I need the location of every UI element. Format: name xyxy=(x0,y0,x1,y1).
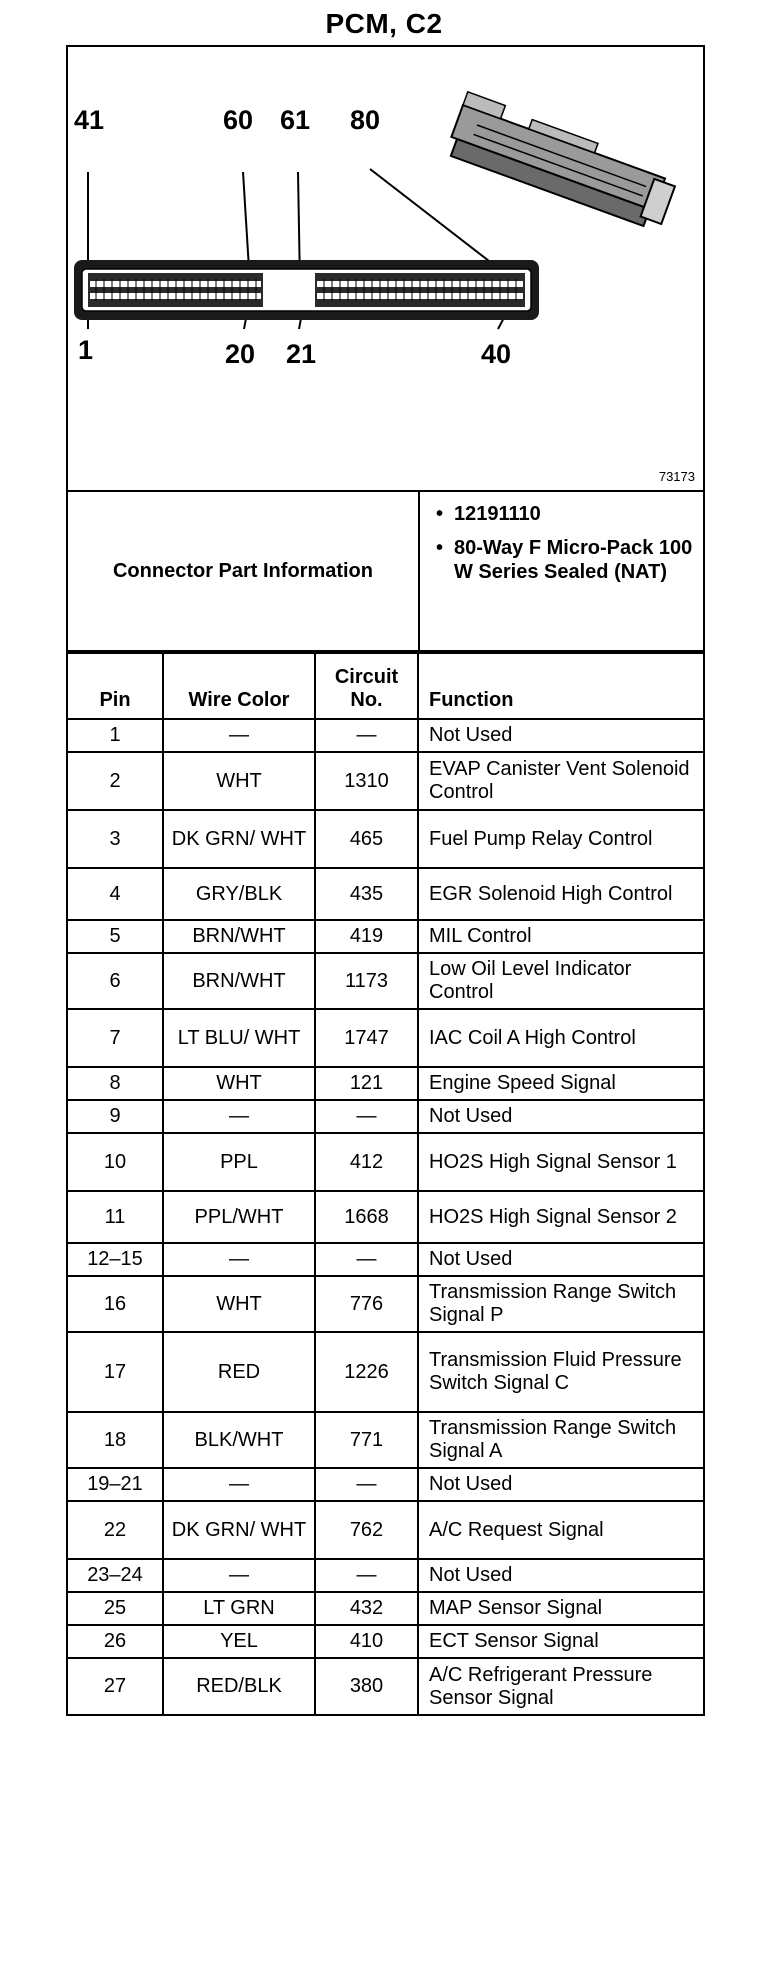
table-row xyxy=(68,1625,703,1658)
function-cell: EGR Solenoid High Control xyxy=(418,868,703,920)
wire-color-cell: BLK/WHT xyxy=(163,1412,315,1468)
function-cell: Not Used xyxy=(418,1243,703,1276)
circuit-cell: 1747 xyxy=(315,1009,418,1067)
function-cell: MAP Sensor Signal xyxy=(418,1592,703,1625)
table-row xyxy=(68,920,703,953)
wire-color-cell: — xyxy=(163,1100,315,1133)
function-cell: Transmission Range Switch Signal P xyxy=(418,1276,703,1332)
circuit-cell: 771 xyxy=(315,1412,418,1468)
wire-color-cell: LT GRN xyxy=(163,1592,315,1625)
pin-cell: 26 xyxy=(68,1625,163,1658)
table-row xyxy=(68,1412,703,1468)
table-row xyxy=(68,1191,703,1243)
pin-label-40: 40 xyxy=(481,339,512,369)
connector-info-item: • 12191110 xyxy=(434,502,693,526)
pin-cell: 10 xyxy=(68,1133,163,1191)
table-row xyxy=(68,1468,703,1501)
wire-color-cell: DK GRN/ WHT xyxy=(163,810,315,868)
circuit-cell: 762 xyxy=(315,1501,418,1559)
circuit-cell: 410 xyxy=(315,1625,418,1658)
table-row xyxy=(68,1009,703,1067)
pin-cell: 7 xyxy=(68,1009,163,1067)
pin-table-header xyxy=(68,653,703,719)
table-row xyxy=(68,1658,703,1714)
pin-cell: 25 xyxy=(68,1592,163,1625)
pin-cell: 22 xyxy=(68,1501,163,1559)
table-row xyxy=(68,1592,703,1625)
circuit-cell: — xyxy=(315,719,418,752)
connector-info-item: • 80-Way F Micro-Pack 100 W Series Sealed (NAT) xyxy=(434,536,693,584)
function-cell: ECT Sensor Signal xyxy=(418,1625,703,1658)
header-function: Function xyxy=(418,653,703,719)
table-row xyxy=(68,1243,703,1276)
header-wire-color: Wire Color xyxy=(163,653,315,719)
wire-color-cell: BRN/WHT xyxy=(163,953,315,1009)
connector-info-list xyxy=(434,502,693,584)
wire-color-cell: WHT xyxy=(163,752,315,810)
connector-info-details xyxy=(420,492,703,650)
connector-document xyxy=(66,45,705,1716)
table-row xyxy=(68,1133,703,1191)
function-cell: MIL Control xyxy=(418,920,703,953)
function-cell: Not Used xyxy=(418,1468,703,1501)
table-row xyxy=(68,868,703,920)
table-row xyxy=(68,1100,703,1133)
circuit-cell: 465 xyxy=(315,810,418,868)
circuit-cell: 121 xyxy=(315,1067,418,1100)
pin-table xyxy=(68,652,703,1714)
circuit-cell: 419 xyxy=(315,920,418,953)
wire-color-cell: WHT xyxy=(163,1276,315,1332)
wire-color-cell: — xyxy=(163,1243,315,1276)
connector-part-information xyxy=(68,492,703,652)
circuit-cell: 435 xyxy=(315,868,418,920)
circuit-cell: 1173 xyxy=(315,953,418,1009)
wire-color-cell: — xyxy=(163,1468,315,1501)
circuit-cell: — xyxy=(315,1559,418,1592)
wire-color-cell: — xyxy=(163,719,315,752)
pin-cell: 5 xyxy=(68,920,163,953)
table-row xyxy=(68,953,703,1009)
figure-id: 73173 xyxy=(658,469,695,484)
pin-cell: 4 xyxy=(68,868,163,920)
pin-cell: 3 xyxy=(68,810,163,868)
pin-cell: 27 xyxy=(68,1658,163,1714)
pin-label-20: 20 xyxy=(225,339,256,369)
wire-color-cell: YEL xyxy=(163,1625,315,1658)
circuit-cell: 412 xyxy=(315,1133,418,1191)
pin-cell: 16 xyxy=(68,1276,163,1332)
wire-color-cell: PPL xyxy=(163,1133,315,1191)
wire-color-cell: GRY/BLK xyxy=(163,868,315,920)
pin-cell: 18 xyxy=(68,1412,163,1468)
table-row xyxy=(68,810,703,868)
function-cell: Not Used xyxy=(418,1100,703,1133)
function-cell: Not Used xyxy=(418,719,703,752)
circuit-cell: 432 xyxy=(315,1592,418,1625)
connector-diagram xyxy=(68,47,703,492)
page-title: PCM, C2 xyxy=(325,8,443,39)
table-row xyxy=(68,1276,703,1332)
wire-color-cell: BRN/WHT xyxy=(163,920,315,953)
function-cell: A/C Request Signal xyxy=(418,1501,703,1559)
pin-cell: 1 xyxy=(68,719,163,752)
pin-cell: 8 xyxy=(68,1067,163,1100)
pin-cell: 19–21 xyxy=(68,1468,163,1501)
function-cell: EVAP Canister Vent Solenoid Control xyxy=(418,752,703,810)
table-row xyxy=(68,1559,703,1592)
circuit-cell: — xyxy=(315,1243,418,1276)
function-cell: HO2S High Signal Sensor 1 xyxy=(418,1133,703,1191)
wire-color-cell: PPL/WHT xyxy=(163,1191,315,1243)
pin-cell: 6 xyxy=(68,953,163,1009)
wire-color-cell: LT BLU/ WHT xyxy=(163,1009,315,1067)
circuit-cell: 776 xyxy=(315,1276,418,1332)
wire-color-cell: RED/BLK xyxy=(163,1658,315,1714)
circuit-cell: 380 xyxy=(315,1658,418,1714)
function-cell: HO2S High Signal Sensor 2 xyxy=(418,1191,703,1243)
function-cell: Fuel Pump Relay Control xyxy=(418,810,703,868)
connector-info-label: Connector Part Information xyxy=(68,492,420,650)
function-cell: Transmission Fluid Pressure Switch Signal C xyxy=(418,1332,703,1412)
circuit-cell: 1668 xyxy=(315,1191,418,1243)
pin-label-80: 80 xyxy=(350,105,381,135)
table-row xyxy=(68,719,703,752)
function-cell: Low Oil Level Indicator Control xyxy=(418,953,703,1009)
wire-color-cell: RED xyxy=(163,1332,315,1412)
circuit-cell: 1226 xyxy=(315,1332,418,1412)
pin-table-body xyxy=(68,719,703,1714)
pin-cell: 2 xyxy=(68,752,163,810)
wire-color-cell: — xyxy=(163,1559,315,1592)
function-cell: Engine Speed Signal xyxy=(418,1067,703,1100)
wire-color-cell: WHT xyxy=(163,1067,315,1100)
pin-label-1: 1 xyxy=(78,335,94,365)
table-row xyxy=(68,1332,703,1412)
pin-label-41: 41 xyxy=(74,105,105,135)
table-row xyxy=(68,1067,703,1100)
pin-label-60: 60 xyxy=(223,105,254,135)
circuit-cell: 1310 xyxy=(315,752,418,810)
circuit-cell: — xyxy=(315,1468,418,1501)
pin-cell: 11 xyxy=(68,1191,163,1243)
header-circuit-no: Circuit No. xyxy=(315,653,418,719)
pin-cell: 23–24 xyxy=(68,1559,163,1592)
table-row xyxy=(68,752,703,810)
pin-cell: 12–15 xyxy=(68,1243,163,1276)
function-cell: IAC Coil A High Control xyxy=(418,1009,703,1067)
table-row xyxy=(68,1501,703,1559)
function-cell: Not Used xyxy=(418,1559,703,1592)
wire-color-cell: DK GRN/ WHT xyxy=(163,1501,315,1559)
pin-cell: 9 xyxy=(68,1100,163,1133)
pin-label-21: 21 xyxy=(286,339,317,369)
function-cell: Transmission Range Switch Signal A xyxy=(418,1412,703,1468)
pin-label-61: 61 xyxy=(280,105,311,135)
function-cell: A/C Refrigerant Pressure Sensor Signal xyxy=(418,1658,703,1714)
header-pin: Pin xyxy=(68,653,163,719)
connector-illustration xyxy=(68,47,703,490)
circuit-cell: — xyxy=(315,1100,418,1133)
pin-cell: 17 xyxy=(68,1332,163,1412)
